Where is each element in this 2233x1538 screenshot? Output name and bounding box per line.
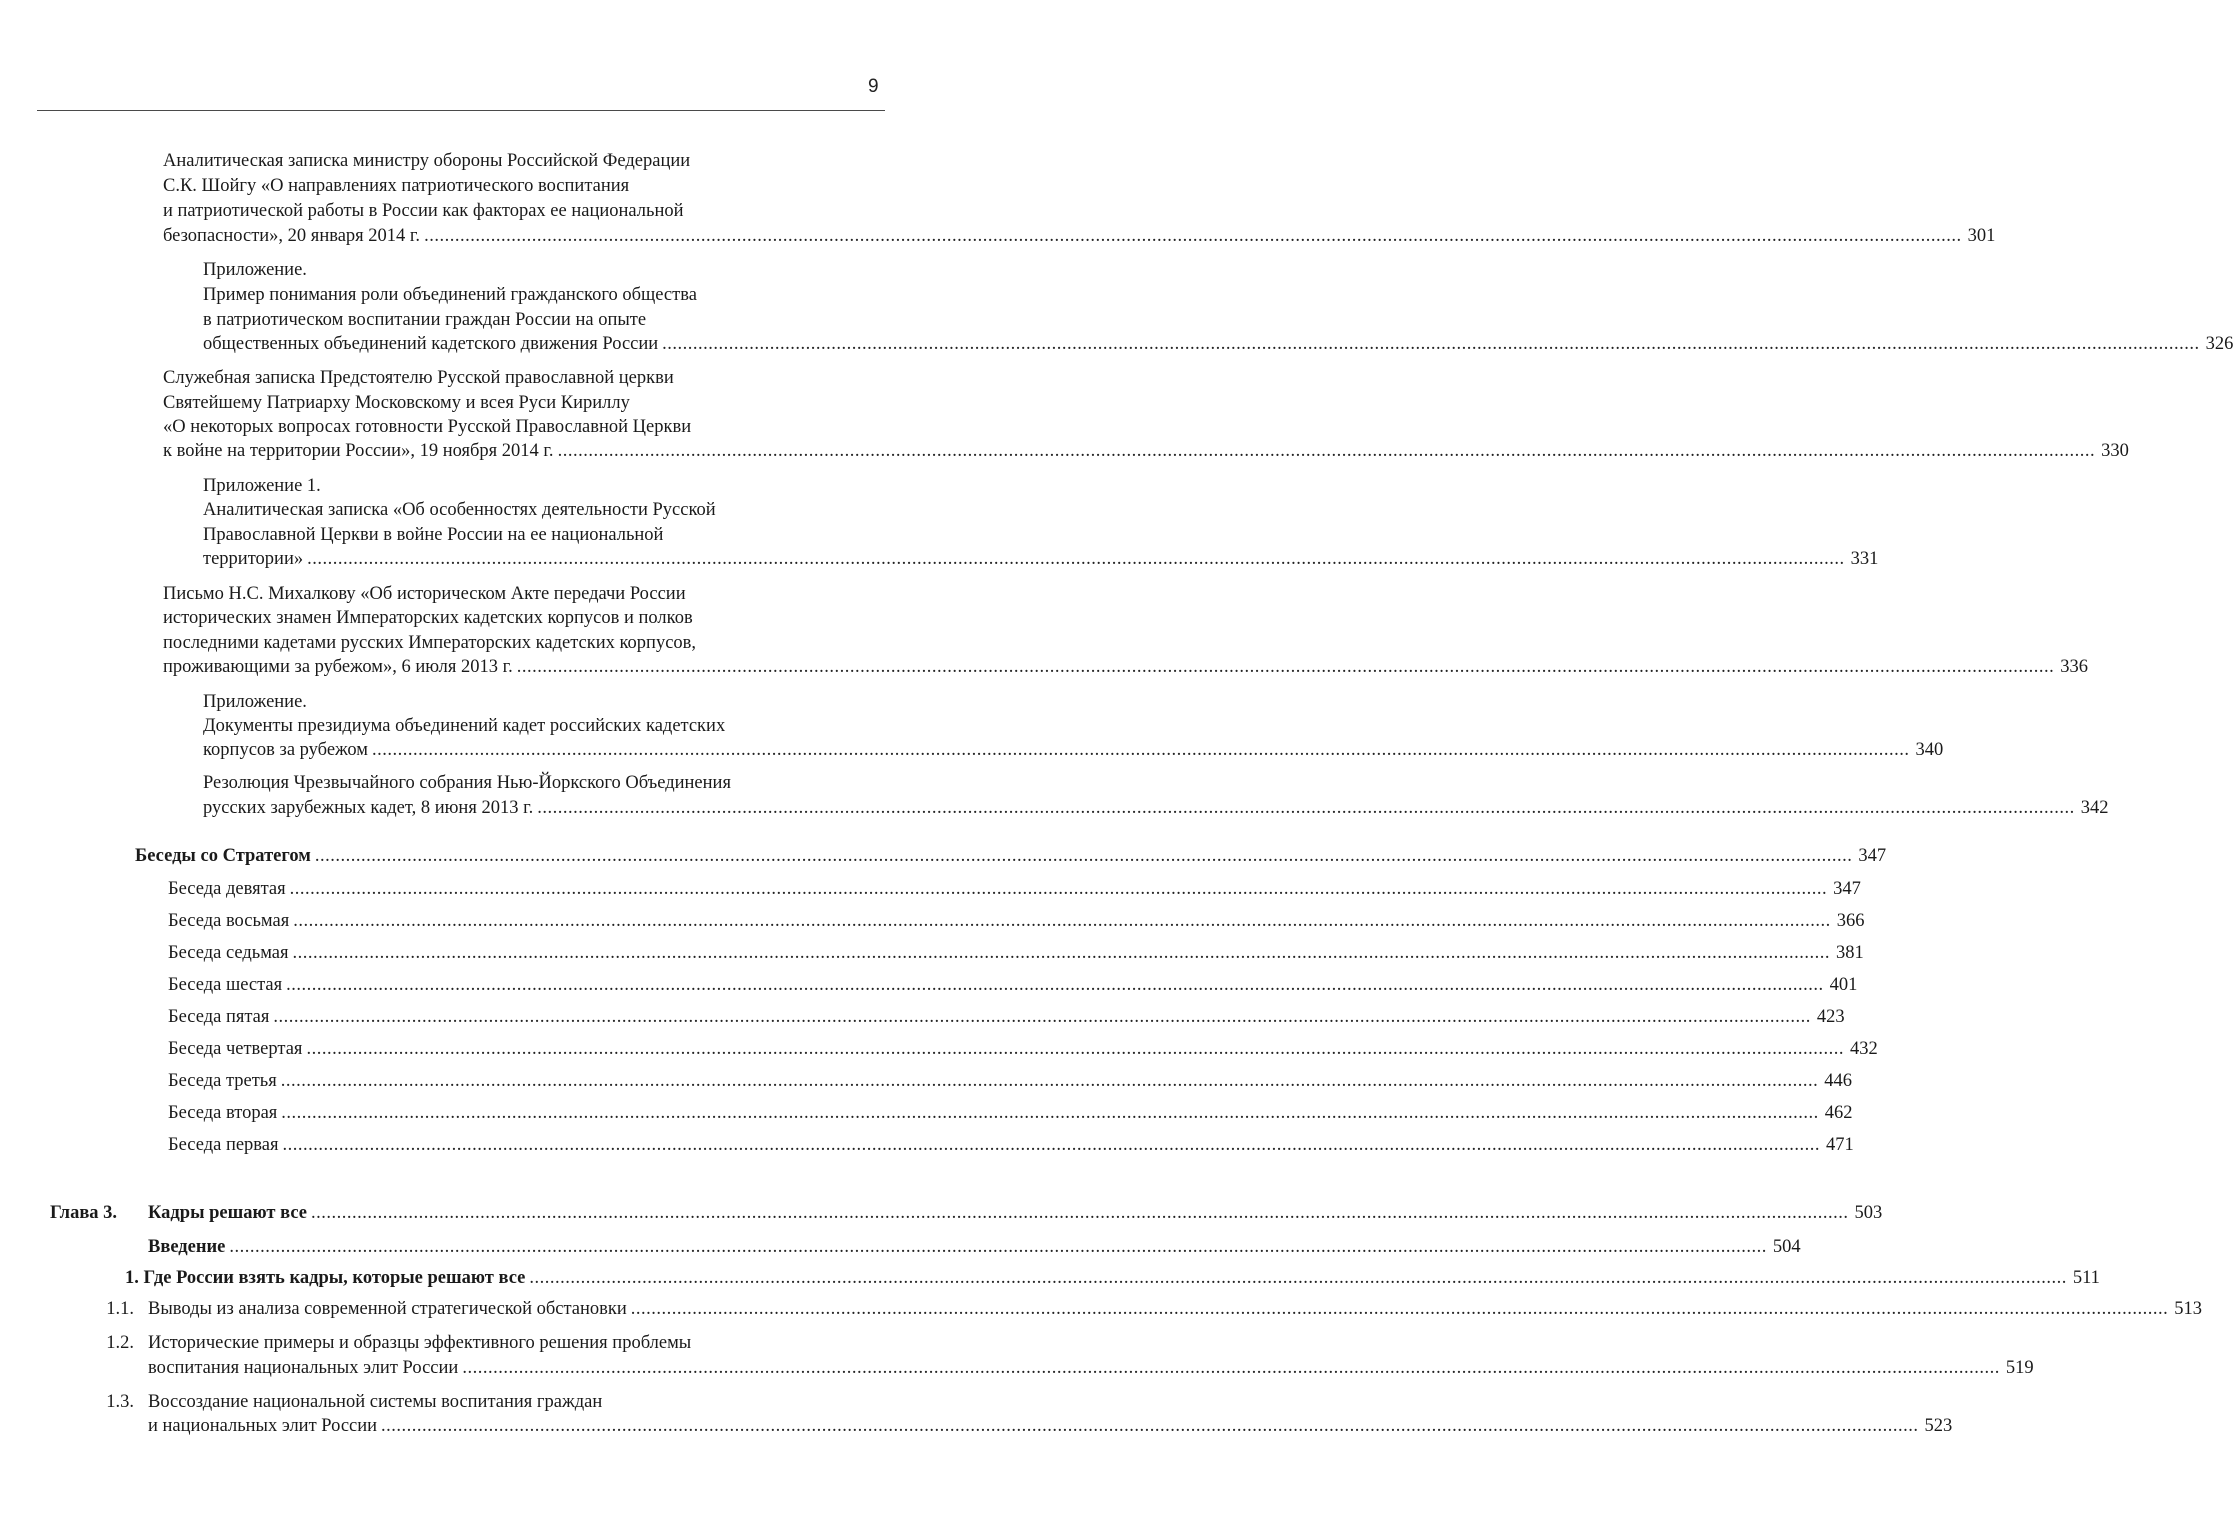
toc-page-number: 342 xyxy=(2080,798,2109,818)
toc-page-number: 511 xyxy=(2072,1268,2100,1288)
toc-entry[interactable] xyxy=(203,796,2109,820)
toc-entry[interactable] xyxy=(168,973,1858,997)
toc-line: корпусов за рубежом xyxy=(203,740,368,760)
toc-line: и патриотической работы в России как факторах ее национальной xyxy=(163,201,684,221)
toc-line: Беседа третья xyxy=(168,1071,277,1091)
toc-line: безопасности», 20 января 2014 г. xyxy=(163,226,421,246)
toc-entry[interactable] xyxy=(168,1133,1854,1157)
toc-entry[interactable] xyxy=(168,909,1865,933)
toc-line: общественных объединений кадетского движения России xyxy=(203,334,659,354)
toc-entry[interactable] xyxy=(168,877,1861,901)
header-rule xyxy=(37,110,885,111)
toc-line: Документы президиума объединений кадет российских кадетских xyxy=(203,716,726,736)
toc-page-number: 381 xyxy=(1836,943,1864,963)
leader-dots: ............................................................................................................................................................................................................................................................................................................ xyxy=(529,1268,2067,1288)
toc-line: проживающими за рубежом», 6 июля 2013 г. xyxy=(163,657,513,677)
toc-page-number: 331 xyxy=(1850,549,1879,569)
section-number: 1.1. xyxy=(106,1299,134,1319)
page-number: 9 xyxy=(868,76,879,97)
toc-entry[interactable] xyxy=(168,1037,1878,1061)
leader-dots: ............................................................................................................................................................................................................................................................................................................ xyxy=(286,975,1824,995)
toc-line: Беседа седьмая xyxy=(168,943,289,963)
leader-dots: ............................................................................................................................................................................................................................................................................................................ xyxy=(307,549,1845,569)
toc-line: Беседа вторая xyxy=(168,1103,278,1123)
toc-line: Беседа девятая xyxy=(168,879,286,899)
toc-page-number: 330 xyxy=(2101,441,2129,461)
toc-line: воспитания национальных элит России xyxy=(148,1358,459,1378)
toc-line: 1. Где России взять кадры, которые решают все xyxy=(125,1268,526,1288)
toc-entry[interactable] xyxy=(125,1266,2100,1290)
toc-line: Служебная записка Предстоятелю Русской православной церкви xyxy=(163,368,674,388)
toc-entry[interactable] xyxy=(168,1005,1845,1029)
toc-page-number: 519 xyxy=(2005,1358,2034,1378)
toc-entry[interactable] xyxy=(203,332,2233,356)
toc-line: Беседа первая xyxy=(168,1135,279,1155)
toc-line: Кадры решают все xyxy=(148,1203,307,1223)
section-number: 1.2. xyxy=(106,1333,134,1353)
toc-entry[interactable] xyxy=(168,1069,1853,1093)
leader-dots: ............................................................................................................................................................................................................................................................................................................ xyxy=(462,1358,2000,1378)
leader-dots: ............................................................................................................................................................................................................................................................................................................ xyxy=(557,441,2096,461)
toc-page-number: 347 xyxy=(1858,846,1887,866)
leader-dots: ............................................................................................................................................................................................................................................................................................................ xyxy=(293,911,1831,931)
leader-dots: ............................................................................................................................................................................................................................................................................................................ xyxy=(537,798,2075,818)
toc-page-number: 503 xyxy=(1854,1203,1883,1223)
toc-page-number: 347 xyxy=(1833,879,1861,899)
leader-dots: ............................................................................................................................................................................................................................................................................................................ xyxy=(310,1203,1849,1223)
toc-page-number: 340 xyxy=(1915,740,1944,760)
toc-line: исторических знамен Императорских кадетских корпусов и полков xyxy=(163,608,693,628)
toc-page-number: 301 xyxy=(1967,226,1996,246)
toc-line: Выводы из анализа современной стратегической обстановки xyxy=(148,1299,627,1319)
toc-page-number: 462 xyxy=(1824,1103,1853,1123)
toc-line: Православной Церкви в войне России на ее национальной xyxy=(203,525,664,545)
toc-line: территории» xyxy=(203,549,304,569)
toc-line: в патриотическом воспитании граждан России на опыте xyxy=(203,310,647,330)
toc-page-number: 432 xyxy=(1849,1039,1878,1059)
leader-dots: ............................................................................................................................................................................................................................................................................................................ xyxy=(371,740,1910,760)
toc-line: русских зарубежных кадет, 8 июня 2013 г. xyxy=(203,798,534,818)
leader-dots: ............................................................................................................................................................................................................................................................................................................ xyxy=(314,846,1853,866)
leader-dots: ............................................................................................................................................................................................................................................................................................................ xyxy=(292,943,1831,963)
toc-page-number: 423 xyxy=(1816,1007,1845,1027)
leader-dots: ............................................................................................................................................................................................................................................................................................................ xyxy=(424,226,1962,246)
toc-line: Введение xyxy=(148,1237,226,1257)
toc-entry[interactable] xyxy=(168,941,1864,965)
toc-entry[interactable] xyxy=(148,1414,1953,1438)
toc-page-number: 366 xyxy=(1836,911,1865,931)
toc-line: Исторические примеры и образцы эффективного решения проблемы xyxy=(148,1333,692,1353)
leader-dots: ............................................................................................................................................................................................................................................................................................................ xyxy=(273,1007,1811,1027)
toc-page-number: 523 xyxy=(1924,1416,1953,1436)
leader-dots: ............................................................................................................................................................................................................................................................................................................ xyxy=(229,1237,1767,1257)
toc-entry[interactable] xyxy=(163,224,1996,248)
toc-line: Приложение 1. xyxy=(203,476,321,496)
leader-dots: ............................................................................................................................................................................................................................................................................................................ xyxy=(289,879,1828,899)
toc-entry[interactable] xyxy=(163,439,2129,463)
leader-dots: ............................................................................................................................................................................................................................................................................................................ xyxy=(630,1299,2169,1319)
toc-line: Беседа шестая xyxy=(168,975,283,995)
toc-page-number: 446 xyxy=(1824,1071,1853,1091)
toc-entry[interactable] xyxy=(148,1356,2034,1380)
toc-line: Письмо Н.С. Михалкову «Об историческом Акте передачи России xyxy=(163,584,686,604)
toc-line: Приложение. xyxy=(203,692,307,712)
leader-dots: ............................................................................................................................................................................................................................................................................................................ xyxy=(381,1416,1919,1436)
toc-entry[interactable] xyxy=(168,1101,1853,1125)
toc-chapter-heading[interactable] xyxy=(148,1201,1883,1225)
chapter-label: Глава 3. xyxy=(50,1203,118,1223)
leader-dots: ............................................................................................................................................................................................................................................................................................................ xyxy=(306,1039,1844,1059)
leader-dots: ............................................................................................................................................................................................................................................................................................................ xyxy=(280,1071,1819,1091)
leader-dots: ............................................................................................................................................................................................................................................................................................................ xyxy=(282,1135,1821,1155)
toc-page-number: 326 xyxy=(2205,334,2233,354)
toc-line: Воссоздание национальной системы воспитания граждан xyxy=(148,1392,603,1412)
toc-line: Беседы со Стратегом xyxy=(135,846,311,866)
leader-dots: ............................................................................................................................................................................................................................................................................................................ xyxy=(281,1103,1819,1123)
section-number: 1.3. xyxy=(106,1392,134,1412)
toc-page-number: 504 xyxy=(1772,1237,1801,1257)
toc-line: и национальных элит России xyxy=(148,1416,378,1436)
toc-page-number: 471 xyxy=(1826,1135,1854,1155)
toc-line: Святейшему Патриарху Московскому и всея Руси Кириллу xyxy=(163,393,630,413)
toc-line: Приложение. xyxy=(203,260,307,280)
toc-line: Аналитическая записка «Об особенностях деятельности Русской xyxy=(203,500,716,520)
toc-line: к войне на территории России», 19 ноября 2014 г. xyxy=(163,441,554,461)
toc-section-heading[interactable] xyxy=(135,844,1887,868)
leader-dots: ............................................................................................................................................................................................................................................................................................................ xyxy=(516,657,2055,677)
toc-page-number: 513 xyxy=(2174,1299,2203,1319)
toc-line: последними кадетами русских Императорских кадетских корпусов, xyxy=(163,633,697,653)
leader-dots: ............................................................................................................................................................................................................................................................................................................ xyxy=(662,334,2200,354)
toc-entry[interactable] xyxy=(163,655,2088,679)
toc-line: Беседа четвертая xyxy=(168,1039,303,1059)
toc-page-number: 336 xyxy=(2060,657,2088,677)
toc-page-number: 401 xyxy=(1829,975,1858,995)
toc-entry[interactable] xyxy=(148,1297,2203,1321)
toc-line: Аналитическая записка министру обороны Российской Федерации xyxy=(163,151,691,171)
toc-entry[interactable] xyxy=(148,1235,1801,1259)
toc-line: «О некоторых вопросах готовности Русской Православной Церкви xyxy=(163,417,692,437)
toc-line: Беседа восьмая xyxy=(168,911,290,931)
toc-entry[interactable] xyxy=(203,547,1879,571)
toc-line: Беседа пятая xyxy=(168,1007,270,1027)
toc-entry[interactable] xyxy=(203,738,1944,762)
toc-line: Резолюция Чрезвычайного собрания Нью-Йоркского Объединения xyxy=(203,773,731,793)
toc-line: Пример понимания роли объединений гражданского общества xyxy=(203,285,697,305)
toc-line: С.К. Шойгу «О направлениях патриотического воспитания xyxy=(163,176,630,196)
